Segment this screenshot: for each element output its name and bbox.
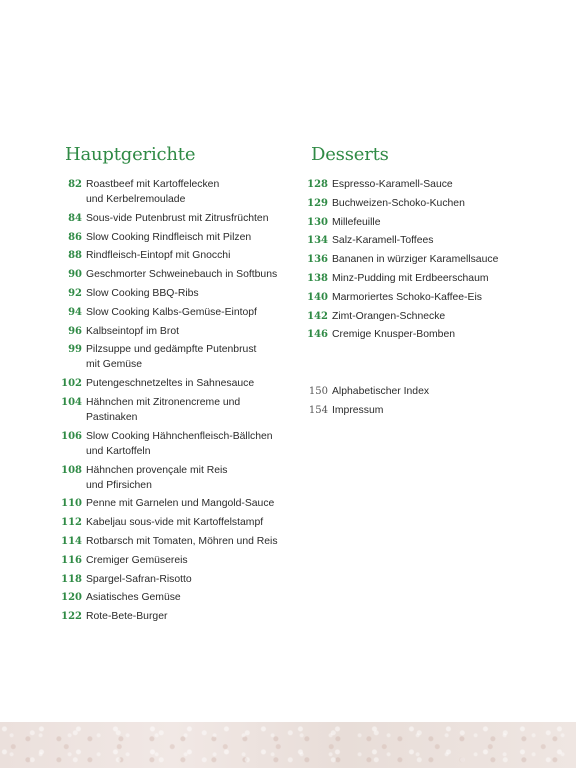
toc-entry[interactable] [60,177,290,207]
footer-texture-band [0,722,576,768]
toc-entry[interactable] [60,496,290,511]
toc-entry-title: Sous-vide Putenbrust mit Zitrusfrüchten [86,212,269,224]
toc-entry-title: Marmoriertes Schoko-Kaffee-Eis [332,291,482,303]
toc-list-appendix [306,384,556,422]
toc-entry-title: Slow Cooking Hähnchenfleisch-Bällchen und Kartoffeln [86,430,273,457]
toc-entry[interactable] [60,534,290,549]
toc-entry[interactable] [60,572,290,587]
toc-page-number: 82 [68,179,82,190]
toc-entry-title: Millefeuille [332,216,381,228]
section-title-hauptgerichte: Hauptgerichte [65,144,196,165]
toc-page-number: 106 [61,430,82,442]
toc-page-number: 112 [61,517,82,529]
toc-entry[interactable] [60,553,290,568]
toc-entry[interactable] [306,309,556,324]
toc-entry-title: Rote-Bete-Burger [86,611,168,623]
toc-entry-title: Rotbarsch mit Tomaten, Möhren und Reis [86,535,278,547]
toc-page-number: 96 [68,325,82,337]
toc-entry[interactable] [306,403,556,418]
toc-entry-title: Putengeschnetzeltes in Sahnesauce [86,378,255,390]
toc-entry[interactable] [60,463,290,493]
toc-page-number: 102 [61,378,82,390]
toc-entry-title: Penne mit Garnelen und Mangold-Sauce [86,498,275,510]
toc-entry[interactable] [306,384,556,399]
toc-entry[interactable] [60,376,290,391]
toc-entry[interactable] [60,342,290,372]
toc-page-number: 128 [307,179,328,190]
toc-entry[interactable] [306,271,556,286]
toc-entry[interactable] [306,196,556,211]
toc-page-number: 104 [61,396,82,408]
toc-entry-title: Hähnchen mit Zitronencreme und Pastinaken [86,396,241,423]
toc-entry[interactable] [60,324,290,339]
toc-entry-title: Cremige Knusper-Bomben [332,329,456,341]
toc-page-number: 140 [307,291,328,303]
toc-page-number: 86 [68,231,82,243]
toc-entry-title: Kabeljau sous-vide mit Kartoffelstampf [86,517,264,529]
toc-entry-title: Slow Cooking Kalbs-Gemüse-Eintopf [86,306,257,318]
toc-entry[interactable] [60,248,290,263]
toc-entry-title: Rindfleisch-Eintopf mit Gnocchi [86,250,231,262]
toc-page-number: 90 [68,269,82,281]
toc-entry[interactable] [60,211,290,226]
toc-entry-title: Espresso-Karamell-Sauce [332,179,453,190]
toc-page-number: 142 [307,310,328,322]
toc-entry-title: Spargel-Safran-Risotto [86,573,192,585]
toc-page-number: 94 [68,306,82,318]
toc-entry-title: Geschmorter Schweinebauch in Softbuns [86,269,278,281]
toc-entry[interactable] [60,429,290,459]
toc-entry-title: Kalbseintopf im Brot [86,325,179,337]
toc-page-number: 134 [307,235,328,247]
toc-page-number: 129 [307,197,328,209]
toc-page-number: 130 [307,216,328,228]
toc-entry-title: Alphabetischer Index [332,386,430,397]
toc-page-number: 88 [68,250,82,262]
toc-entry[interactable] [60,305,290,320]
toc-list-desserts [306,177,556,346]
toc-entry[interactable] [306,290,556,305]
toc-entry[interactable] [60,230,290,245]
toc-entry-title: Roastbeef mit Kartoffelecken und Kerbelremoulade [86,179,220,205]
toc-page-number: 110 [61,498,82,510]
toc-entry[interactable] [306,327,556,342]
toc-entry-title: Minz-Pudding mit Erdbeerschaum [332,272,489,284]
toc-entry[interactable] [60,395,290,425]
toc-page-number: 138 [307,272,328,284]
toc-page-number: 118 [61,573,82,585]
toc-page-number: 108 [61,464,82,476]
toc-page-number: 150 [308,386,328,397]
toc-entry-title: Bananen in würziger Karamellsauce [332,254,499,266]
toc-entry-title: Cremiger Gemüsereis [86,554,188,566]
toc-entry-title: Slow Cooking Rindfleisch mit Pilzen [86,231,252,243]
toc-page-number: 154 [308,404,328,416]
toc-page-number: 99 [68,344,82,356]
section-title-desserts: Desserts [311,144,389,165]
toc-page-number: 114 [61,535,82,547]
toc-page-number: 146 [307,329,328,341]
toc-entry[interactable] [60,515,290,530]
toc-page-number: 120 [61,592,82,604]
toc-entry-title: Salz-Karamell-Toffees [332,235,434,247]
toc-entry[interactable] [60,590,290,605]
toc-entry[interactable] [306,233,556,248]
toc-entry-title: Buchweizen-Schoko-Kuchen [332,197,465,209]
toc-entry-title: Pilzsuppe und gedämpfte Putenbrust mit Gemüse [86,344,257,371]
toc-page-number: 122 [61,611,82,623]
toc-page-number: 136 [307,254,328,266]
toc-entry-title: Impressum [332,404,384,416]
toc-entry[interactable] [306,177,556,192]
toc-page-number: 92 [68,287,82,299]
toc-list-hauptgerichte [60,177,290,628]
toc-entry[interactable] [306,215,556,230]
toc-page-number: 116 [61,554,82,566]
toc-entry[interactable] [60,609,290,624]
toc-entry-title: Slow Cooking BBQ-Ribs [86,287,199,299]
toc-entry-title: Hähnchen provençale mit Reis und Pfirsichen [86,464,228,491]
toc-page-number: 84 [68,212,82,224]
toc-entry[interactable] [60,267,290,282]
toc-entry[interactable] [306,252,556,267]
toc-entry[interactable] [60,286,290,301]
toc-entry-title: Asiatisches Gemüse [86,592,181,604]
toc-entry-title: Zimt-Orangen-Schnecke [332,310,446,322]
